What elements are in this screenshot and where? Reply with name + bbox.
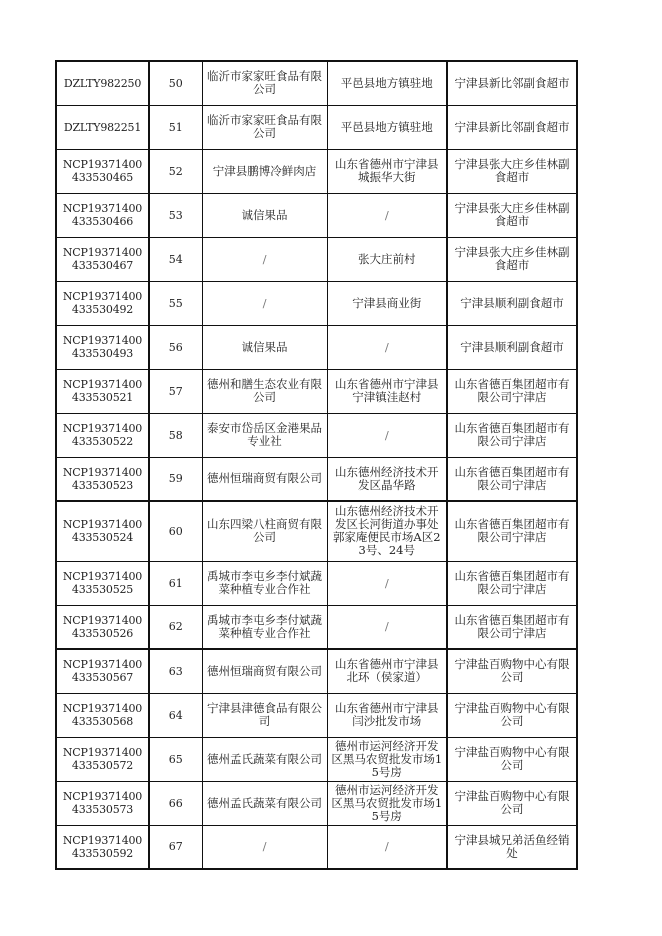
sampled-unit-cell: 宁津盐百购物中心有限公司 [447,737,577,781]
sampled-unit-cell: 宁津盐百购物中心有限公司 [447,781,577,825]
sample-code-cell: NCP19371400433530573 [56,781,149,825]
address-cell: 山东德州经济技术开发区长河街道办事处郭家庵便民市场A区23号、24号 [327,501,447,561]
producer-cell: 德州恒瑞商贸有限公司 [202,457,327,501]
seq-cell: 67 [149,825,202,869]
sample-code-cell: NCP19371400433530523 [56,457,149,501]
sampled-unit-cell: 宁津县城兄弟活鱼经销处 [447,825,577,869]
table-row [56,693,577,737]
sample-code-cell: NCP19371400433530592 [56,825,149,869]
seq-cell: 63 [149,649,202,693]
address-cell: 平邑县地方镇驻地 [327,61,447,105]
sample-code-cell: NCP19371400433530522 [56,413,149,457]
table-row [56,825,577,869]
seq-cell: 59 [149,457,202,501]
address-cell: / [327,413,447,457]
address-cell: 平邑县地方镇驻地 [327,105,447,149]
sample-code-cell: NCP19371400433530572 [56,737,149,781]
sample-code-cell: NCP19371400433530568 [56,693,149,737]
address-cell: / [327,825,447,869]
sample-code-cell: NCP19371400433530465 [56,149,149,193]
address-cell: / [327,325,447,369]
address-cell: 张大庄前村 [327,237,447,281]
table-row [56,105,577,149]
table-row [56,149,577,193]
table-row [56,605,577,649]
sampled-unit-cell: 山东省德百集团超市有限公司宁津店 [447,605,577,649]
table-row [56,501,577,561]
producer-cell: 临沂市家家旺食品有限公司 [202,105,327,149]
producer-cell: 禹城市李屯乡李付斌蔬菜种植专业合作社 [202,605,327,649]
seq-cell: 54 [149,237,202,281]
producer-cell: 宁津县鹏博冷鲜肉店 [202,149,327,193]
producer-cell: 禹城市李屯乡李付斌蔬菜种植专业合作社 [202,561,327,605]
address-cell: / [327,193,447,237]
seq-cell: 52 [149,149,202,193]
address-cell: 山东省德州市宁津县宁津镇洼赵村 [327,369,447,413]
seq-cell: 60 [149,501,202,561]
table-row [56,737,577,781]
sample-code-cell: NCP19371400433530466 [56,193,149,237]
sampling-table [55,60,578,870]
address-cell: 山东省德州市宁津县城振华大街 [327,149,447,193]
seq-cell: 58 [149,413,202,457]
table-row [56,649,577,693]
sampled-unit-cell: 宁津县新比邻副食超市 [447,105,577,149]
address-cell: 宁津县商业街 [327,281,447,325]
producer-cell: 德州孟氏蔬菜有限公司 [202,737,327,781]
sampled-unit-cell: 宁津盐百购物中心有限公司 [447,649,577,693]
seq-cell: 61 [149,561,202,605]
sampled-unit-cell: 山东省德百集团超市有限公司宁津店 [447,501,577,561]
seq-cell: 55 [149,281,202,325]
producer-cell: 德州恒瑞商贸有限公司 [202,649,327,693]
address-cell: 山东德州经济技术开发区晶华路 [327,457,447,501]
sample-code-cell: NCP19371400433530492 [56,281,149,325]
producer-cell: 诚信果品 [202,193,327,237]
producer-cell: 临沂市家家旺食品有限公司 [202,61,327,105]
sampled-unit-cell: 宁津县张大庄乡佳林副食超市 [447,237,577,281]
producer-cell: / [202,281,327,325]
producer-cell: 德州和膳生态农业有限公司 [202,369,327,413]
sampled-unit-cell: 山东省德百集团超市有限公司宁津店 [447,457,577,501]
sample-code-cell: DZLTY982251 [56,105,149,149]
seq-cell: 65 [149,737,202,781]
seq-cell: 64 [149,693,202,737]
table-row [56,781,577,825]
table-row [56,413,577,457]
sampled-unit-cell: 宁津县新比邻副食超市 [447,61,577,105]
seq-cell: 62 [149,605,202,649]
producer-cell: / [202,825,327,869]
sampled-unit-cell: 山东省德百集团超市有限公司宁津店 [447,413,577,457]
seq-cell: 57 [149,369,202,413]
address-cell: 山东省德州市宁津县闫沙批发市场 [327,693,447,737]
sampled-unit-cell: 山东省德百集团超市有限公司宁津店 [447,369,577,413]
sample-code-cell: DZLTY982250 [56,61,149,105]
producer-cell: 泰安市岱岳区金港果品专业社 [202,413,327,457]
table-row [56,561,577,605]
sample-code-cell: NCP19371400433530526 [56,605,149,649]
address-cell: / [327,605,447,649]
seq-cell: 50 [149,61,202,105]
address-cell: / [327,561,447,605]
address-cell: 德州市运河经济开发区黑马农贸批发市场15号房 [327,781,447,825]
sample-code-cell: NCP19371400433530524 [56,501,149,561]
table-row [56,61,577,105]
seq-cell: 53 [149,193,202,237]
sample-code-cell: NCP19371400433530525 [56,561,149,605]
table-row [56,281,577,325]
sampled-unit-cell: 宁津县张大庄乡佳林副食超市 [447,193,577,237]
producer-cell: 诚信果品 [202,325,327,369]
sampled-unit-cell: 山东省德百集团超市有限公司宁津店 [447,561,577,605]
table-row [56,193,577,237]
address-cell: 德州市运河经济开发区黑马农贸批发市场15号房 [327,737,447,781]
sampled-unit-cell: 宁津盐百购物中心有限公司 [447,693,577,737]
table-row [56,457,577,501]
seq-cell: 66 [149,781,202,825]
producer-cell: 德州孟氏蔬菜有限公司 [202,781,327,825]
sampled-unit-cell: 宁津县张大庄乡佳林副食超市 [447,149,577,193]
sample-code-cell: NCP19371400433530493 [56,325,149,369]
sample-code-cell: NCP19371400433530567 [56,649,149,693]
sampled-unit-cell: 宁津县顺利副食超市 [447,325,577,369]
table-row [56,237,577,281]
producer-cell: / [202,237,327,281]
producer-cell: 山东四梁八柱商贸有限公司 [202,501,327,561]
sampled-unit-cell: 宁津县顺利副食超市 [447,281,577,325]
table-row [56,325,577,369]
seq-cell: 56 [149,325,202,369]
seq-cell: 51 [149,105,202,149]
producer-cell: 宁津县津德食品有限公司 [202,693,327,737]
sample-code-cell: NCP19371400433530467 [56,237,149,281]
sample-code-cell: NCP19371400433530521 [56,369,149,413]
address-cell: 山东省德州市宁津县北环（侯家道） [327,649,447,693]
table-row [56,369,577,413]
